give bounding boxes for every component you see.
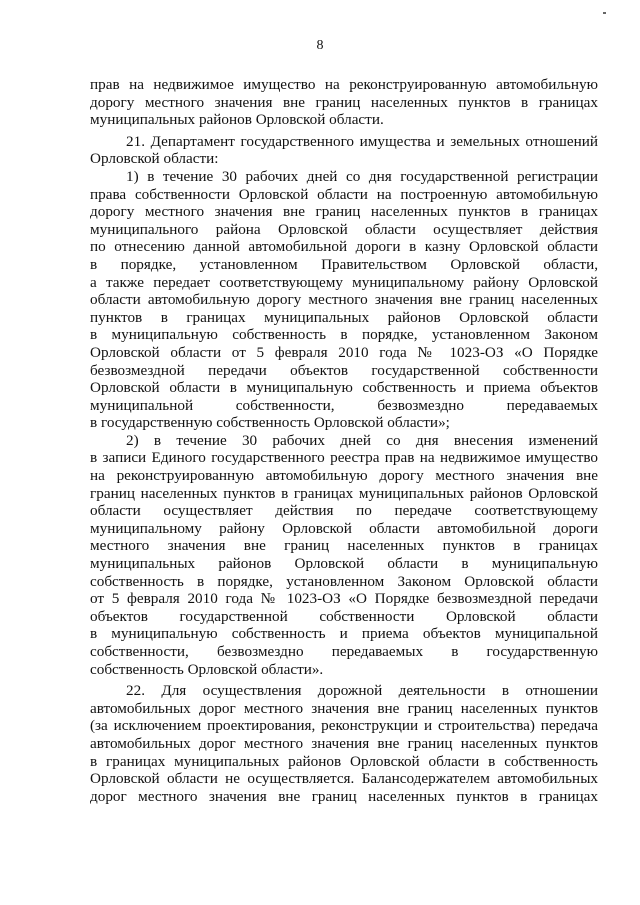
text-line: муниципальных районов Орловской области. bbox=[90, 111, 384, 129]
paragraph-continued bbox=[90, 76, 598, 129]
paragraph-22 bbox=[90, 682, 598, 805]
text-line: безвозмездной передачи объектов государственной собственности bbox=[90, 361, 598, 379]
text-line: Орловской области: bbox=[90, 150, 219, 168]
text-line: автомобильных дорог местного значения вне границ населенных пунктов bbox=[90, 734, 598, 752]
text-line: от 5 февраля 2010 года № 1023-ОЗ «О Порядке безвозмездной передачи bbox=[90, 590, 598, 608]
text-line: в муниципальную собственность и приема объектов муниципальной bbox=[90, 625, 598, 643]
text-line: 1) в течение 30 рабочих дней со дня государственной регистрации bbox=[126, 167, 598, 185]
text-line: в границах муниципальных районов Орловской области в собственность bbox=[90, 752, 598, 770]
text-line: Орловской области от 5 февраля 2010 года № 1023-ОЗ «О Порядке bbox=[90, 343, 598, 361]
text-line: в муниципальную собственность в порядке, установленном Законом bbox=[90, 326, 598, 344]
page-number: 8 bbox=[316, 38, 324, 53]
text-line: пунктов в границах муниципальных районов Орловской области bbox=[90, 308, 598, 326]
text-line: Орловской области не осуществляется. Балансодержателем автомобильных bbox=[90, 770, 598, 788]
text-line: собственности, безвозмездно передаваемых в государственную bbox=[90, 643, 598, 660]
document-body bbox=[90, 76, 598, 805]
text-line: (за исключением проектирования, реконструкции и строительства) передача bbox=[90, 717, 598, 735]
scan-artifact bbox=[603, 12, 606, 14]
text-line: права собственности Орловской области на построенную автомобильную bbox=[90, 185, 598, 203]
text-line: Орловской области в муниципальную собственность и приема объектов bbox=[90, 379, 598, 397]
text-line: 2) в течение 30 рабочих дней со дня внесения изменений bbox=[126, 431, 598, 449]
text-line: дорог местного значения вне границ населенных пунктов в границах bbox=[90, 787, 598, 805]
subparagraph-2 bbox=[90, 432, 598, 678]
text-line: а также передает соответствующему муниципальному району Орловской bbox=[90, 273, 598, 291]
text-line: дорогу местного значения вне границ населенных пунктов в границах bbox=[90, 93, 598, 111]
text-line: прав на недвижимое имущество на реконструированную автомобильную bbox=[90, 76, 598, 93]
text-line: области осуществляет действия по передаче соответствующему bbox=[90, 502, 598, 520]
text-line: собственность Орловской области». bbox=[90, 660, 324, 678]
text-line: 21. Департамент государственного имущества и земельных отношений bbox=[126, 132, 598, 150]
text-line: собственность в порядке, установленном Законом Орловской области bbox=[90, 572, 598, 590]
text-line: местного значения вне границ населенных пунктов в границах bbox=[90, 537, 598, 555]
text-line: в государственную собственность Орловской области»; bbox=[90, 414, 450, 432]
text-line: области автомобильную дорогу местного значения вне границ населенных bbox=[90, 291, 598, 309]
text-line: муниципального района Орловской области осуществляет действия bbox=[90, 220, 598, 238]
text-line: в порядке, установленном Правительством Орловской области, bbox=[90, 255, 598, 273]
text-line: на реконструированную автомобильную дорогу местного значения вне bbox=[90, 467, 598, 485]
text-line: дорогу местного значения вне границ населенных пунктов в границах bbox=[90, 203, 598, 221]
text-line: автомобильных дорог местного значения вне границ населенных пунктов bbox=[90, 699, 598, 717]
text-line: объектов государственной собственности Орловской области bbox=[90, 607, 598, 625]
text-line: муниципальной собственности, безвозмездно передаваемых bbox=[90, 396, 598, 414]
text-line: муниципальных районов Орловской области в муниципальную bbox=[90, 555, 598, 573]
text-line: муниципальному району Орловской области автомобильной дороги bbox=[90, 519, 598, 537]
text-line: 22. Для осуществления дорожной деятельности в отношении bbox=[126, 682, 598, 700]
text-line: границ населенных пунктов в границах муниципальных районов Орловской bbox=[90, 484, 598, 502]
text-line: по отнесению данной автомобильной дороги в казну Орловской области bbox=[90, 238, 598, 256]
subparagraph-1 bbox=[90, 168, 598, 432]
text-line: в записи Единого государственного реестра прав на недвижимое имущество bbox=[90, 449, 598, 467]
paragraph-21 bbox=[90, 133, 598, 168]
